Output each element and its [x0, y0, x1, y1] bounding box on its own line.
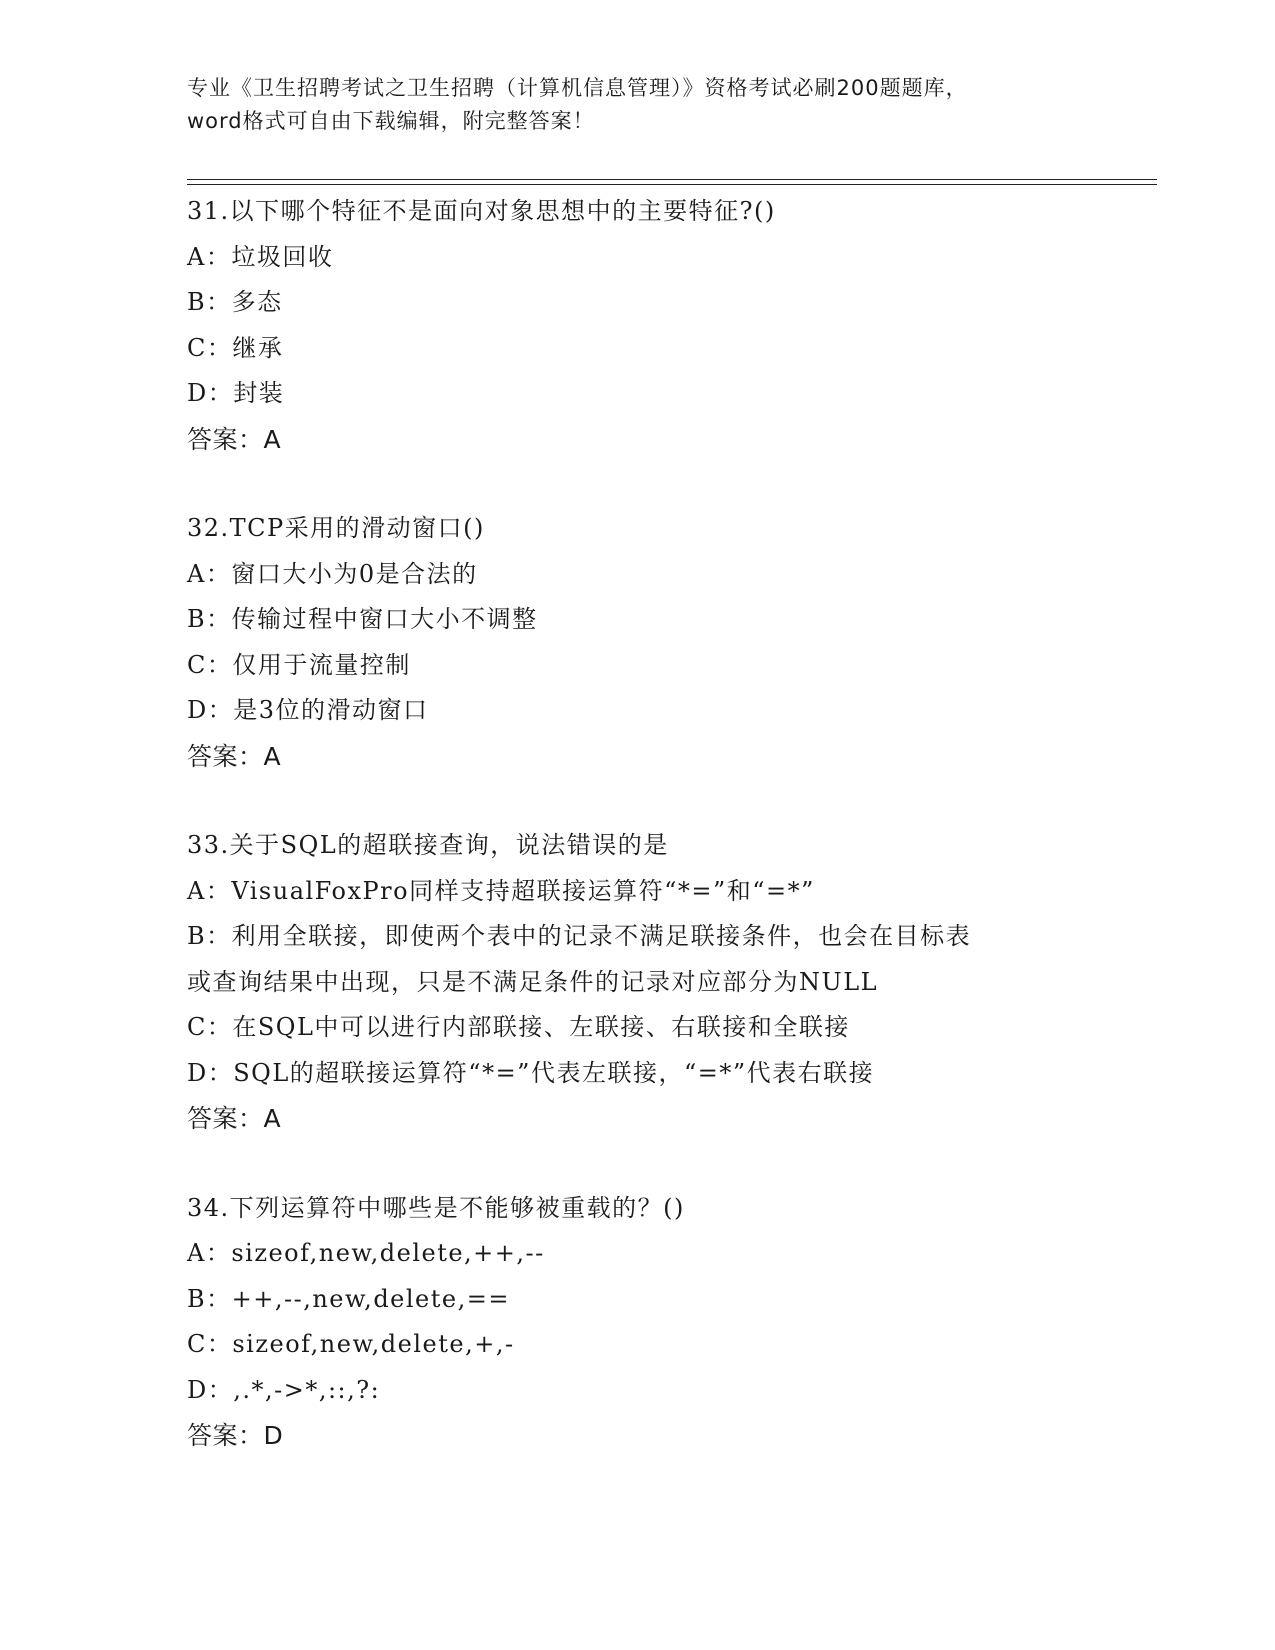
option-b: B：利用全联接，即使两个表中的记录不满足联接条件，也会在目标表: [187, 922, 972, 950]
question-block: [187, 823, 1117, 1142]
option-c: C：在SQL中可以进行内部联接、左联接、右联接和全联接: [187, 1013, 850, 1041]
document-header: [187, 72, 1087, 138]
option-d: D：SQL的超联接运算符“*=”代表左联接，“=*”代表右联接: [187, 1058, 875, 1087]
question-block: [187, 189, 1117, 462]
question-block: [187, 506, 1117, 779]
option-b: B：++,--,new,delete,==: [187, 1284, 510, 1313]
option-d: D：是3位的滑动窗口: [187, 696, 429, 724]
header-title-line-1: 专业《卫生招聘考试之卫生招聘（计算机信息管理）》资格考试必刷200题题库，: [187, 76, 968, 100]
answer-line: 答案：A: [187, 1104, 282, 1133]
question-stem: 33.关于SQL的超联接查询，说法错误的是: [187, 831, 669, 859]
answer-line: 答案：A: [187, 741, 282, 771]
option-d: D：封装: [187, 379, 285, 407]
option-b-continued: 或查询结果中出现，只是不满足条件的记录对应部分为NULL: [187, 967, 879, 996]
question-spacer: [187, 1142, 1117, 1186]
question-stem: 31.以下哪个特征不是面向对象思想中的主要特征?(): [187, 197, 776, 225]
option-c: C：sizeof,new,delete,+,-: [187, 1330, 515, 1358]
answer-line: 答案：D: [187, 1421, 284, 1450]
question-spacer: [187, 779, 1117, 823]
question-spacer: [187, 462, 1117, 506]
question-block: [187, 1186, 1117, 1459]
option-c: C：继承: [187, 333, 284, 362]
header-divider-top: [187, 179, 1157, 180]
answer-line: 答案：A: [187, 424, 282, 454]
option-a: A：窗口大小为0是合法的: [187, 559, 478, 588]
option-b: B：多态: [187, 288, 283, 316]
header-title-line-2: word格式可自由下载编辑，附完整答案！: [187, 109, 595, 133]
header-divider-bottom: [187, 184, 1157, 185]
option-a: A：sizeof,new,delete,++,--: [187, 1239, 545, 1267]
option-b: B：传输过程中窗口大小不调整: [187, 605, 538, 633]
question-list: [187, 189, 1117, 1459]
option-d: D：,.*,->*,::,?:: [187, 1375, 381, 1404]
question-stem: 34.下列运算符中哪些是不能够被重载的？(): [187, 1193, 685, 1222]
question-stem: 32.TCP采用的滑动窗口(): [187, 514, 485, 542]
option-c: C：仅用于流量控制: [187, 650, 411, 679]
option-a: A：垃圾回收: [187, 242, 334, 271]
option-a: A：VisualFoxPro同样支持超联接运算符“*=”和“=*”: [187, 876, 815, 905]
